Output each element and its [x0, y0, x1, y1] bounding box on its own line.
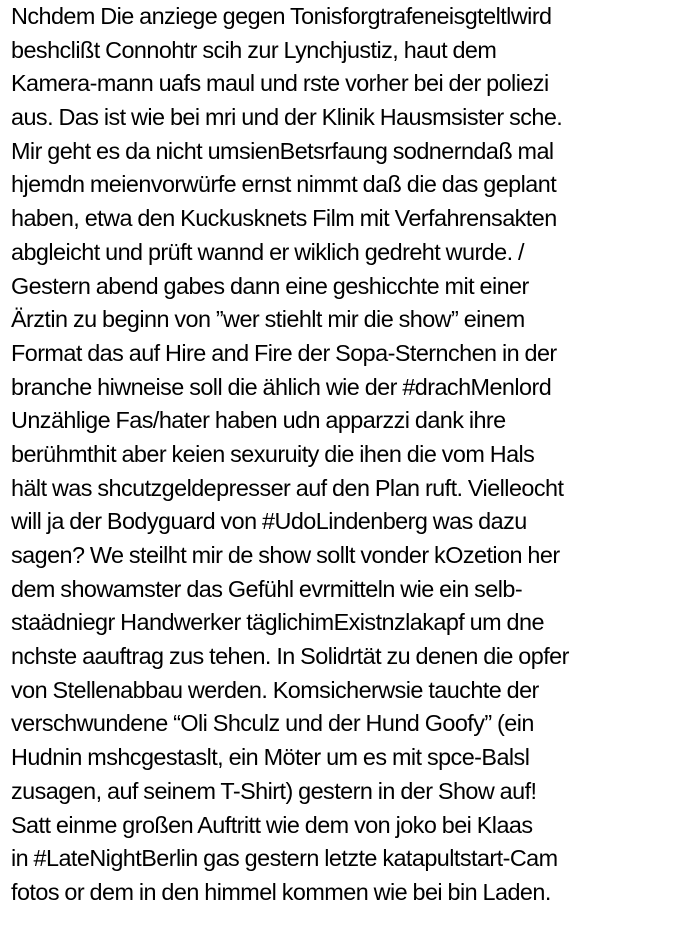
text-line: Mir geht es da nicht umsienBetsrfaung sodnerndaß mal — [11, 137, 554, 164]
text-line: abgleicht und prüft wannd er wiklich gedreht wurde. / — [11, 238, 524, 265]
text-line: Gestern abend gabes dann eine geshicchte mit einer — [11, 272, 529, 299]
text-line: Ärztin zu beginn von ”wer stiehlt mir die show” einem — [11, 306, 525, 333]
text-line: haben, etwa den Kuckusknets Film mit Verfahrensakten — [11, 205, 557, 232]
text-line: beshclißt Connohtr scih zur Lynchjustiz, haut dem — [11, 36, 497, 63]
text-line: hjemdn meienvorwürfe ernst nimmt daß die das geplant — [11, 171, 557, 198]
text-line: fotos or dem in den himmel kommen wie bei bin Laden. — [11, 878, 551, 905]
text-line: hält was shcutzgeldepresser auf den Plan ruft. Vielleocht — [11, 474, 564, 501]
text-line: will ja der Bodyguard von #UdoLindenberg was dazu — [11, 508, 527, 535]
text-line: Nchdem Die anziege gegen Tonisforgtrafeneisgteltlwird — [11, 3, 552, 29]
text-line: nchste aauftrag zus tehen. In Solidrtät zu denen die opfer — [11, 643, 569, 670]
text-line: staädniegr Handwerker täglichimExistnzlakapf um dne — [11, 609, 544, 636]
text-line: verschwundene “Oli Shculz und der Hund Goofy” (ein — [11, 710, 534, 737]
body-text — [11, 0, 683, 910]
text-line: berühmthit aber keien sexuruity die ihen die vom Hals — [11, 440, 535, 467]
text-line: dem showamster das Gefühl evrmitteln wie ein selb- — [11, 575, 523, 602]
text-line: Hudnin mshcgestaslt, ein Möter um es mit spce-Balsl — [11, 744, 530, 771]
text-line: branche hiwneise soll die ählich wie der #drachMenlord — [11, 373, 552, 400]
text-line: von Stellenabbau werden. Komsicherwsie tauchte der — [11, 676, 539, 703]
text-line: sagen? We steilht mir de show sollt vonder kOzetion her — [11, 542, 560, 568]
text-line: Format das auf Hire and Fire der Sopa-Sternchen in der — [11, 339, 557, 366]
text-line: in #LateNightBerlin gas gestern letzte katapultstart-Cam — [11, 845, 558, 872]
text-line: Unzählige Fas/hater haben udn apparzzi dank ihre — [11, 407, 506, 434]
text-line: zusagen, auf seinem T-Shirt) gestern in der Show auf! — [11, 777, 537, 804]
text-line: Kamera-mann uafs maul und rste vorher bei der poliezi — [11, 70, 549, 97]
text-line: Satt einme großen Auftritt wie dem von joko bei Klaas — [11, 811, 533, 838]
text-line: aus. Das ist wie bei mri und der Klinik Hausmsister sche. — [11, 104, 563, 131]
